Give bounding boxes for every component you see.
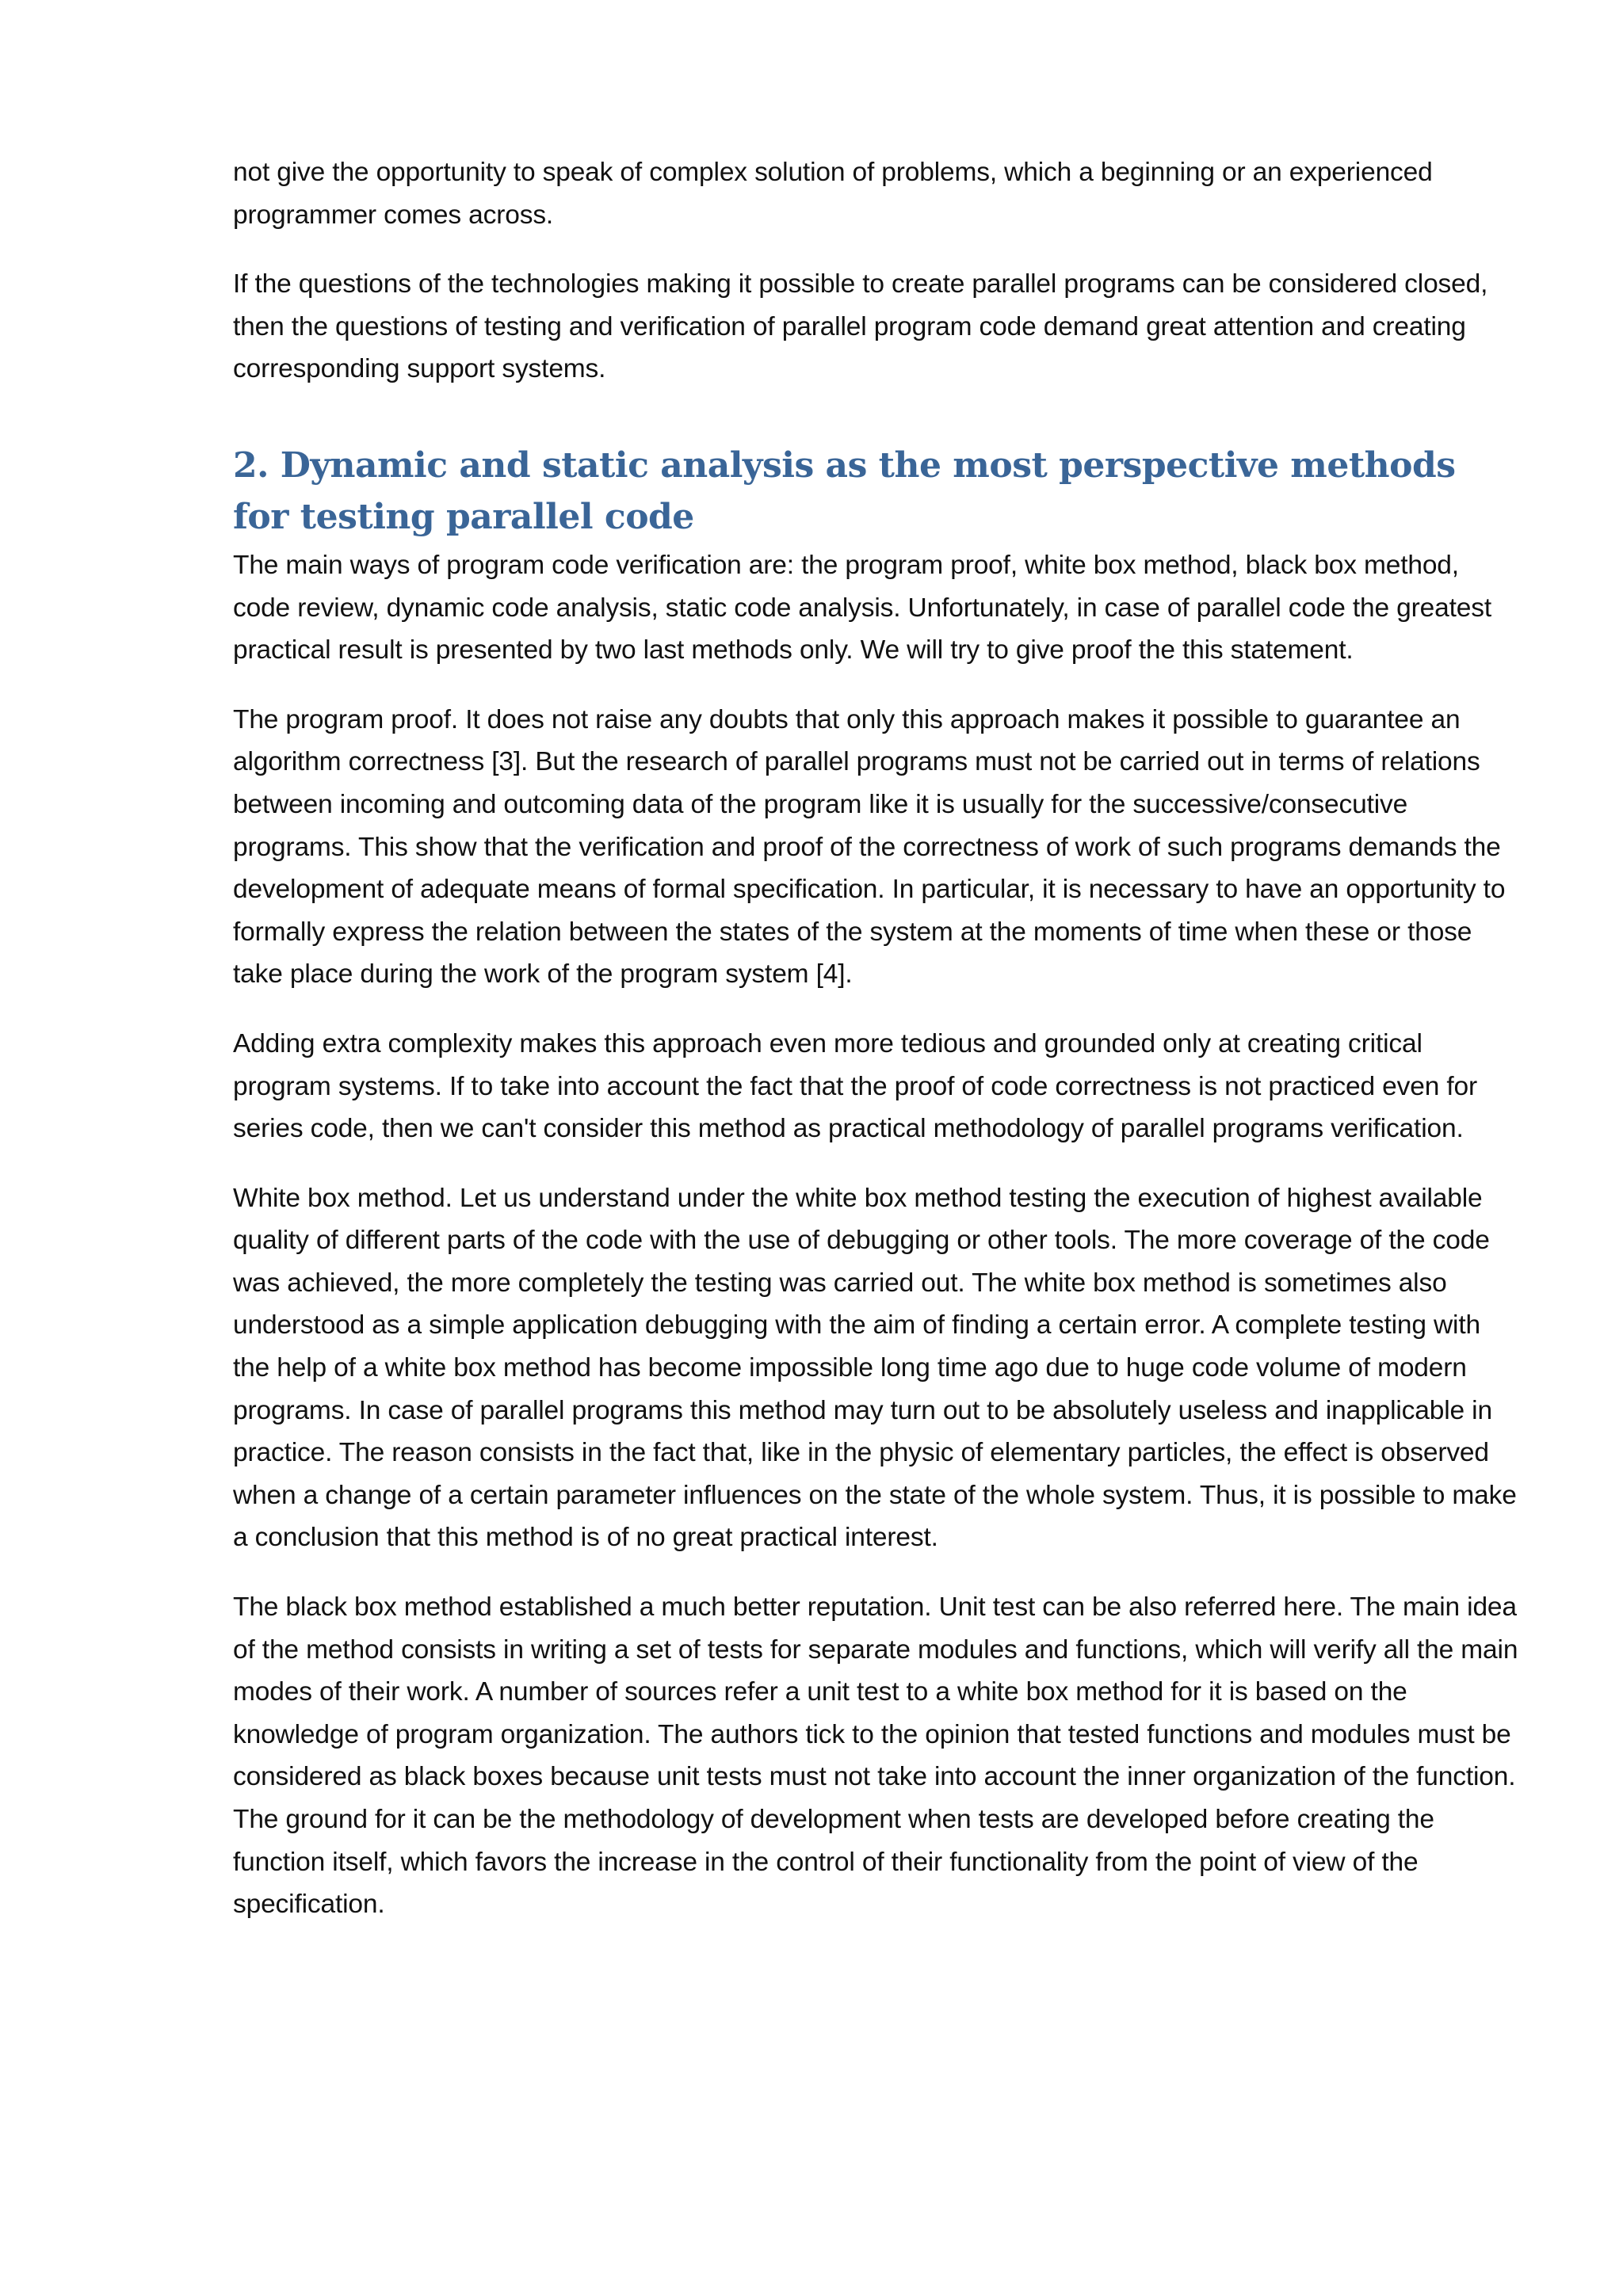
paragraph-white-box: White box method. Let us understand under the white box method testing the execution of highest available quality of different parts of the code with the use of debugging or other tools. The more coverage of the code was achieved, the more completely the testing was carried out. The white box method is sometimes also understood as a simple application debugging with the aim of finding a certain error. A complete testing with the help of a white box method has become impossible long time ago due to huge code volume of modern programs. In case of parallel programs this method may turn out to be absolutely useless and inapplicable in practice. The reason consists in the fact that, like in the physic of elementary particles, the effect is observed when a change of a certain parameter influences on the state of the whole system. Thus, it is possible to make a conclusion that this method is of no great practical interest. bbox=[233, 1183, 1517, 1553]
section-heading: 2. Dynamic and static analysis as the most perspective methods for testing parallel code bbox=[233, 444, 1456, 537]
intro-paragraph-1: not give the opportunity to speak of complex solution of problems, which a beginning or an experienced programmer comes across. bbox=[233, 158, 1433, 230]
paragraph-extra-complexity: Adding extra complexity makes this approach even more tedious and grounded only at creating critical program systems. If to take into account the fact that the proof of code correctness is not practiced even for series code, then we can't consider this method as practical methodology of parallel programs verification. bbox=[233, 1028, 1477, 1144]
page-content bbox=[233, 151, 1522, 1953]
paragraph-black-box: The black box method established a much better reputation. Unit test can be also referred here. The main idea of the method consists in writing a set of tests for separate modules and functions, which will verify all the main modes of their work. A number of sources refer a unit test to a white box method for it is based on the knowledge of program organization. The authors tick to the opinion that tested functions and modules must be considered as black boxes because unit tests must not take into account the inner organization of the function. The ground for it can be the methodology of development when tests are developed before creating the function itself, which favors the increase in the control of their functionality from the point of view of the specification. bbox=[233, 1592, 1518, 1920]
intro-paragraph-2: If the questions of the technologies making it possible to create parallel programs can be considered closed, then the questions of testing and verification of parallel program code demand great attention and creating corresponding support systems. bbox=[233, 269, 1488, 384]
paragraph-program-proof: The program proof. It does not raise any doubts that only this approach makes it possible to guarantee an algorithm correctness [3]. But the research of parallel programs must not be carried out in terms of relations between incoming and outcoming data of the program like it is usually for the successive/consecutive programs. This show that the verification and proof of the correctness of work of such programs demands the development of adequate means of formal specification. In particular, it is necessary to have an opportunity to formally express the relation between the states of the system at the moments of time when these or those take place during the work of the program system [4]. bbox=[233, 704, 1506, 990]
paragraph-verification-methods: The main ways of program code verification are: the program proof, white box method, black box method, code review, dynamic code analysis, static code analysis. Unfortunately, in case of parallel code the greatest practical result is presented by two last methods only. We will try to give proof the this statement. bbox=[233, 550, 1492, 666]
